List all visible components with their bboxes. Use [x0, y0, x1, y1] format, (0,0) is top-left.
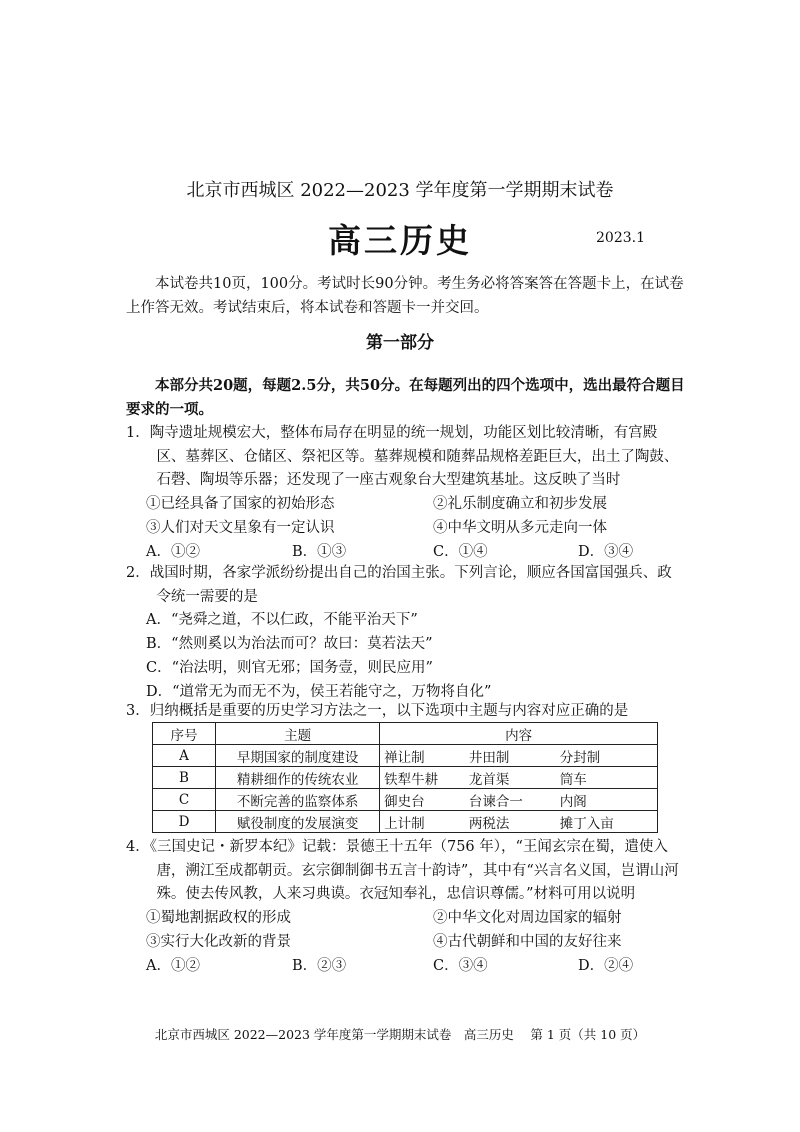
header-number: 序号	[153, 723, 216, 745]
question-1-option-a: A．①②	[146, 544, 200, 560]
row-theme: 早期国家的制度建设	[215, 745, 379, 767]
row-content: 内阁	[556, 789, 658, 811]
table-row	[153, 811, 658, 833]
table-header-row	[153, 723, 658, 745]
document-title: 北京市西城区 2022—2023 学年度第一学期期末试卷	[186, 180, 614, 201]
row-theme: 精耕细作的传统农业	[215, 767, 379, 789]
row-number: B	[153, 767, 216, 789]
question-1-option-b: B．①③	[292, 544, 347, 560]
question-2-option-b: B．“然则奚以为治法而可？故曰：莫若法天”	[146, 636, 433, 652]
part-title: 第一部分	[366, 333, 434, 353]
row-content: 上计制	[380, 811, 465, 833]
row-content: 井田制	[465, 745, 556, 767]
row-content: 台谏合一	[465, 789, 556, 811]
row-content: 摊丁入亩	[556, 811, 658, 833]
question-4-item: ④古代朝鲜和中国的友好往来	[433, 934, 622, 950]
question-1-stem: 1．陶寺遗址规模宏大，整体布局存在明显的统一规划，功能区划比较清晰，有宫殿区、墓葬区、仓储区、祭祀区等。墓葬规模和随葬品规格差距巨大，出土了陶鼓、石磬、陶埙等乐器；还发现了一座古观象台大型建筑基址。这反映了当时	[126, 425, 679, 488]
page-footer: 北京市西城区 2022—2023 学年度第一学期期末试卷 高三历史 第 1 页（共 10 页）	[154, 1027, 646, 1042]
header-content: 内容	[380, 723, 658, 745]
question-4-option-a: A．①②	[146, 958, 200, 974]
subject-title: 高三历史	[328, 221, 472, 260]
row-content: 筒车	[556, 767, 658, 789]
question-1-item: ④中华文明从多元走向一体	[433, 520, 607, 536]
question-1-option-c: C．①④	[433, 544, 488, 560]
exam-date: 2023.1	[596, 230, 645, 246]
question-3-table	[152, 722, 658, 833]
row-number: C	[153, 789, 216, 811]
row-content: 铁犁牛耕	[380, 767, 465, 789]
question-4-item: ①蜀地割据政权的形成	[146, 910, 291, 926]
question-3-stem: 3．归纳概括是重要的历史学习方法之一，以下选项中主题与内容对应正确的是	[126, 703, 629, 719]
exam-instructions: 本试卷共10页，100分。考试时长90分钟。考生务必将答案答在答题卡上，在试卷上作答无效。考试结束后，将本试卷和答题卡一并交回。	[126, 276, 684, 316]
question-2-stem: 2．战国时期，各家学派纷纷提出自己的治国主张。下列言论，顺应各国富国强兵、政令统一需要的是	[126, 565, 672, 605]
question-4-option-c: C．③④	[433, 958, 488, 974]
question-2-option-a: A．“尧舜之道，不以仁政，不能平治天下”	[146, 612, 418, 628]
question-1-item: ②礼乐制度确立和初步发展	[433, 496, 607, 512]
row-content: 禅让制	[380, 745, 465, 767]
question-1-item: ③人们对天文星象有一定认识	[146, 520, 335, 536]
table-row	[153, 767, 658, 789]
row-theme: 赋役制度的发展演变	[215, 811, 379, 833]
table-row	[153, 789, 658, 811]
row-number: A	[153, 745, 216, 767]
row-content: 两税法	[465, 811, 556, 833]
question-2-option-c: C．“治法明，则官无邪；国务壹，则民应用”	[146, 660, 433, 676]
part-instructions: 本部分共20题，每题2.5分，共50分。在每题列出的四个选项中，选出最符合题目要求的一项。	[126, 377, 685, 418]
row-number: D	[153, 811, 216, 833]
row-content: 龙首渠	[465, 767, 556, 789]
question-1-item: ①已经具备了国家的初始形态	[146, 496, 335, 512]
question-4-option-d: D．②④	[578, 958, 634, 974]
question-4-stem: 4．《三国史记・新罗本纪》记载：景德王十五年（756 年），“王闻玄宗在蜀，遣使入唐，溯江至成都朝贡。玄宗御制御书五言十韵诗”，其中有“兴言名义国，岂谓山河殊。使去传风教，人来习典谟。衣冠知奉礼，忠信识尊儒。”材料可用以说明	[126, 839, 679, 902]
row-content: 御史台	[380, 789, 465, 811]
header-theme: 主题	[215, 723, 379, 745]
table-row	[153, 745, 658, 767]
row-theme: 不断完善的监察体系	[215, 789, 379, 811]
question-4-item: ③实行大化改新的背景	[146, 934, 291, 950]
question-4-item: ②中华文化对周边国家的辐射	[433, 910, 622, 926]
question-2-option-d: D．“道常无为而无不为，侯王若能守之，万物将自化”	[146, 684, 492, 700]
question-1-option-d: D．③④	[578, 544, 634, 560]
question-4-option-b: B．②③	[292, 958, 347, 974]
row-content: 分封制	[556, 745, 658, 767]
